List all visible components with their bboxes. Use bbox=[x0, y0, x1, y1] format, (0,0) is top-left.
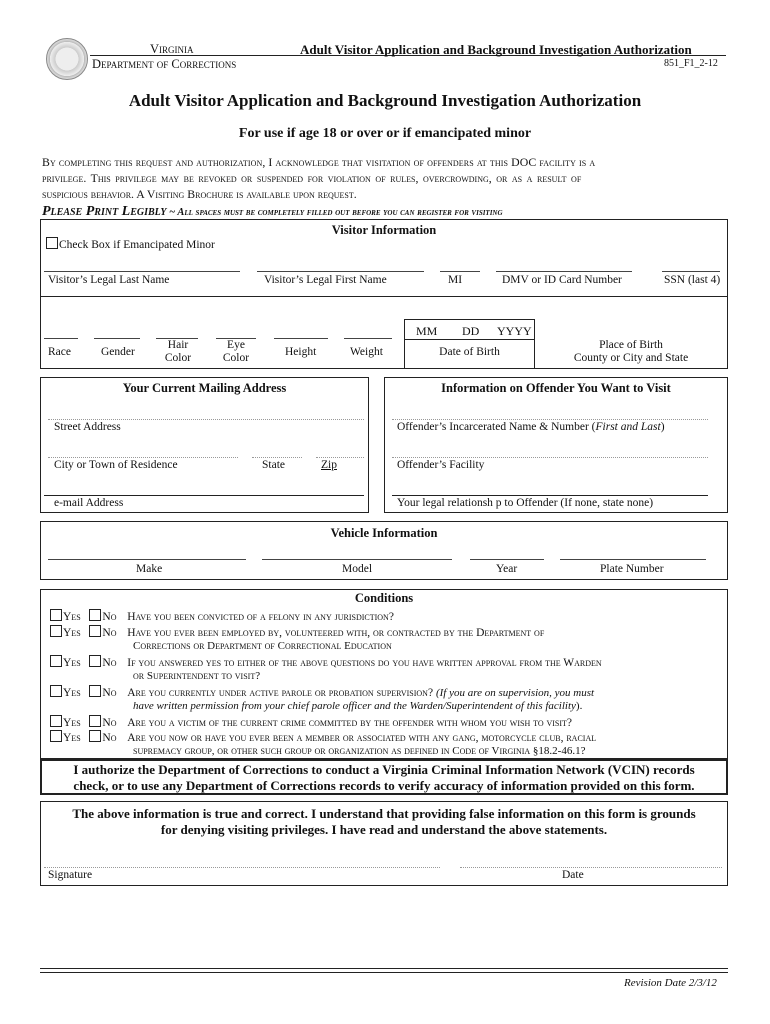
offender-name-label-a: Offender’s Incarcerated Name & Number ( bbox=[397, 421, 596, 433]
header-state: Virginia bbox=[150, 42, 194, 56]
revision-date: Revision Date 2/3/12 bbox=[624, 977, 717, 989]
q4-text-b-row bbox=[133, 700, 582, 712]
q3-yes-label: Yes bbox=[63, 657, 81, 669]
q6-no-label: No bbox=[102, 732, 117, 744]
q4-text-a-italic: (If you are on supervision, you must bbox=[435, 687, 595, 699]
race-label: Race bbox=[48, 346, 71, 358]
q5-yes-checkbox[interactable] bbox=[50, 715, 62, 727]
q6-yes-label: Yes bbox=[63, 732, 81, 744]
pob-label-2: County or City and State bbox=[573, 352, 689, 364]
q4-yes-checkbox[interactable] bbox=[50, 685, 62, 697]
signature-field[interactable] bbox=[44, 867, 440, 868]
q4-text-b: have written permission from your chief parole officer and the Warden/Superintendent of this facility bbox=[133, 700, 576, 712]
zip-label: Zip bbox=[321, 459, 337, 471]
q5-no-label: No bbox=[102, 717, 117, 729]
attest-line-1: The above information is true and correct. I understand that providing false information on this form is grounds bbox=[72, 806, 696, 821]
q4-text-b-end: ). bbox=[575, 700, 583, 712]
q3-text-a: If you answered yes to either of the above questions do you have written approval from the Warden bbox=[127, 657, 602, 669]
intro-line-3: suspicious behavior. A Visiting Brochure is available upon request. bbox=[42, 187, 357, 201]
city-field[interactable] bbox=[48, 457, 238, 458]
q4-yes-label: Yes bbox=[63, 687, 81, 699]
dob-yyyy[interactable]: YYYY bbox=[497, 324, 532, 338]
q5-no-checkbox[interactable] bbox=[89, 715, 101, 727]
street-field[interactable] bbox=[48, 419, 364, 420]
vcin-line-2: check, or to use any Department of Corrections records to verify accuracy of information provided on this form. bbox=[73, 778, 695, 793]
height-field[interactable] bbox=[274, 338, 328, 339]
zip-field[interactable] bbox=[316, 457, 364, 458]
dob-label: Date of Birth bbox=[439, 346, 500, 358]
condition-q2 bbox=[50, 625, 544, 639]
mi-field[interactable] bbox=[440, 271, 480, 272]
model-field[interactable] bbox=[262, 559, 452, 560]
visitor-heading: Visitor Information bbox=[331, 223, 437, 237]
race-field[interactable] bbox=[44, 338, 78, 339]
signature-label: Signature bbox=[48, 869, 93, 881]
mailing-address-box bbox=[40, 377, 369, 513]
dmv-field[interactable] bbox=[496, 271, 632, 272]
footer-rule-2 bbox=[40, 972, 728, 973]
ssn-field[interactable] bbox=[662, 271, 720, 272]
q3-no-checkbox[interactable] bbox=[89, 655, 101, 667]
condition-q1 bbox=[50, 609, 394, 623]
q1-yes-label: Yes bbox=[63, 611, 81, 623]
gender-label: Gender bbox=[101, 346, 135, 358]
condition-q6 bbox=[50, 730, 596, 744]
emancipated-label: Check Box if Emancipated Minor bbox=[59, 239, 215, 251]
dmv-label: DMV or ID Card Number bbox=[502, 274, 622, 286]
offender-facility-field[interactable] bbox=[392, 457, 708, 458]
q4-no-checkbox[interactable] bbox=[89, 685, 101, 697]
year-field[interactable] bbox=[470, 559, 544, 560]
date-field[interactable] bbox=[460, 867, 722, 868]
visitor-row-divider bbox=[40, 296, 728, 297]
make-label: Make bbox=[136, 563, 163, 575]
q2-yes-label: Yes bbox=[63, 627, 81, 639]
email-label: e-mail Address bbox=[54, 497, 124, 509]
ssn-label: SSN (last 4) bbox=[664, 274, 721, 286]
dob-dd[interactable]: DD bbox=[462, 324, 480, 338]
page-subtitle: For use if age 18 or over or if emancipated minor bbox=[238, 126, 532, 141]
offender-facility-label: Offender’s Facility bbox=[397, 459, 485, 471]
emancipated-checkbox[interactable] bbox=[46, 237, 58, 249]
condition-q3 bbox=[50, 655, 602, 669]
q3-yes-checkbox[interactable] bbox=[50, 655, 62, 667]
plate-field[interactable] bbox=[560, 559, 706, 560]
q2-yes-checkbox[interactable] bbox=[50, 625, 62, 637]
q1-no-label: No bbox=[102, 611, 117, 623]
header-form-title: Adult Visitor Application and Background Investigation Authorization bbox=[300, 42, 692, 57]
q2-text-a: Have you ever been employed by, volunteered with, or contracted by the Department of bbox=[127, 627, 545, 639]
date-label: Date bbox=[562, 869, 584, 881]
offender-name-label-b: First and Last bbox=[595, 421, 661, 433]
footer-rule-1 bbox=[40, 968, 728, 969]
weight-label: Weight bbox=[350, 346, 383, 358]
dob-mm[interactable]: MM bbox=[416, 324, 438, 338]
vehicle-heading: Vehicle Information bbox=[330, 526, 438, 540]
q6-text-a: Are you now or have you ever been a member or associated with any gang, motorcycle club, racial bbox=[127, 732, 597, 744]
q3-no-label: No bbox=[102, 657, 117, 669]
first-name-label: Visitor’s Legal First Name bbox=[264, 274, 387, 286]
street-label: Street Address bbox=[54, 421, 121, 433]
q4-no-label: No bbox=[102, 687, 117, 699]
model-label: Model bbox=[342, 563, 373, 575]
offender-info-box bbox=[384, 377, 728, 513]
offender-name-label bbox=[397, 421, 665, 433]
q1-yes-checkbox[interactable] bbox=[50, 609, 62, 621]
last-name-field[interactable] bbox=[44, 271, 240, 272]
q6-yes-checkbox[interactable] bbox=[50, 730, 62, 742]
hair-label-2: Color bbox=[164, 352, 192, 364]
header-form-code: 851_F1_2-12 bbox=[664, 58, 718, 69]
emancipated-checkbox-row[interactable] bbox=[46, 237, 215, 251]
conditions-heading: Conditions bbox=[354, 591, 414, 605]
q1-text: Have you been convicted of a felony in any jurisdiction? bbox=[127, 611, 394, 623]
q2-text-b: Corrections or Department of Correctional Education bbox=[133, 640, 392, 652]
virginia-seal-logo bbox=[46, 38, 88, 80]
dob-grid-top bbox=[404, 319, 535, 320]
offender-name-label-c: ) bbox=[660, 421, 665, 433]
eye-label-2: Color bbox=[222, 352, 250, 364]
q5-text: Are you a victim of the current crime committed by the offender with whom you wish to visit? bbox=[127, 717, 573, 729]
page-title: Adult Visitor Application and Background Investigation Authorization bbox=[128, 91, 642, 110]
state-label: State bbox=[262, 459, 285, 471]
print-notice-a: Please Print Legibly bbox=[42, 204, 167, 219]
plate-label: Plate Number bbox=[600, 563, 664, 575]
vcin-line-1: I authorize the Department of Corrections to conduct a Virginia Criminal Information Network (VCIN) records bbox=[73, 762, 695, 777]
q5-yes-label: Yes bbox=[63, 717, 81, 729]
q2-no-label: No bbox=[102, 627, 117, 639]
condition-q5 bbox=[50, 715, 572, 729]
weight-field[interactable] bbox=[344, 338, 392, 339]
pob-label-1: Place of Birth bbox=[599, 339, 663, 351]
state-field[interactable] bbox=[252, 457, 302, 458]
address-heading: Your Current Mailing Address bbox=[122, 381, 287, 395]
offender-name-field[interactable] bbox=[392, 419, 708, 420]
city-label: City or Town of Residence bbox=[54, 459, 178, 471]
hair-label-1: Hair bbox=[167, 339, 189, 351]
print-notice bbox=[42, 204, 503, 220]
dob-grid-right bbox=[534, 319, 535, 339]
eye-label-1: Eye bbox=[227, 339, 245, 351]
height-label: Height bbox=[285, 346, 317, 358]
offender-heading: Information on Offender You Want to Visit bbox=[441, 381, 671, 395]
q4-text-a: Are you currently under active parole or probation supervision? bbox=[127, 687, 436, 699]
header-department: Department of Corrections bbox=[92, 57, 237, 71]
dob-grid-mid bbox=[404, 339, 535, 340]
q3-text-b: or Superintendent to visit? bbox=[133, 670, 261, 682]
intro-line-2: privilege. This privilege may be revoked or suspended for violation of rules, overcrowding, or as a result of bbox=[42, 171, 582, 185]
last-name-label: Visitor’s Legal Last Name bbox=[48, 274, 170, 286]
q6-text-b: supremacy group, or other such group or organization as defined in Code of Virginia §18.2-46.1? bbox=[133, 745, 586, 757]
email-field[interactable] bbox=[44, 495, 364, 496]
year-label: Year bbox=[496, 563, 518, 575]
first-name-field[interactable] bbox=[257, 271, 424, 272]
q6-no-checkbox[interactable] bbox=[89, 730, 101, 742]
attest-line-2: for denying visiting privileges. I have read and understand the above statements. bbox=[160, 822, 608, 837]
make-field[interactable] bbox=[48, 559, 246, 560]
mi-label: MI bbox=[448, 274, 463, 286]
print-notice-b: ~ All spaces must be completely filled out before you can register for visiting bbox=[166, 207, 503, 218]
gender-field[interactable] bbox=[94, 338, 140, 339]
relationship-field[interactable] bbox=[392, 495, 708, 496]
q2-no-checkbox[interactable] bbox=[89, 625, 101, 637]
intro-line-1: By completing this request and authorization, I acknowledge that visitation of offenders at this DOC facility is a bbox=[42, 155, 596, 169]
q1-no-checkbox[interactable] bbox=[89, 609, 101, 621]
relationship-label: Your legal relationsh p to Offender (If none, state none) bbox=[397, 497, 654, 509]
condition-q4 bbox=[50, 685, 594, 699]
